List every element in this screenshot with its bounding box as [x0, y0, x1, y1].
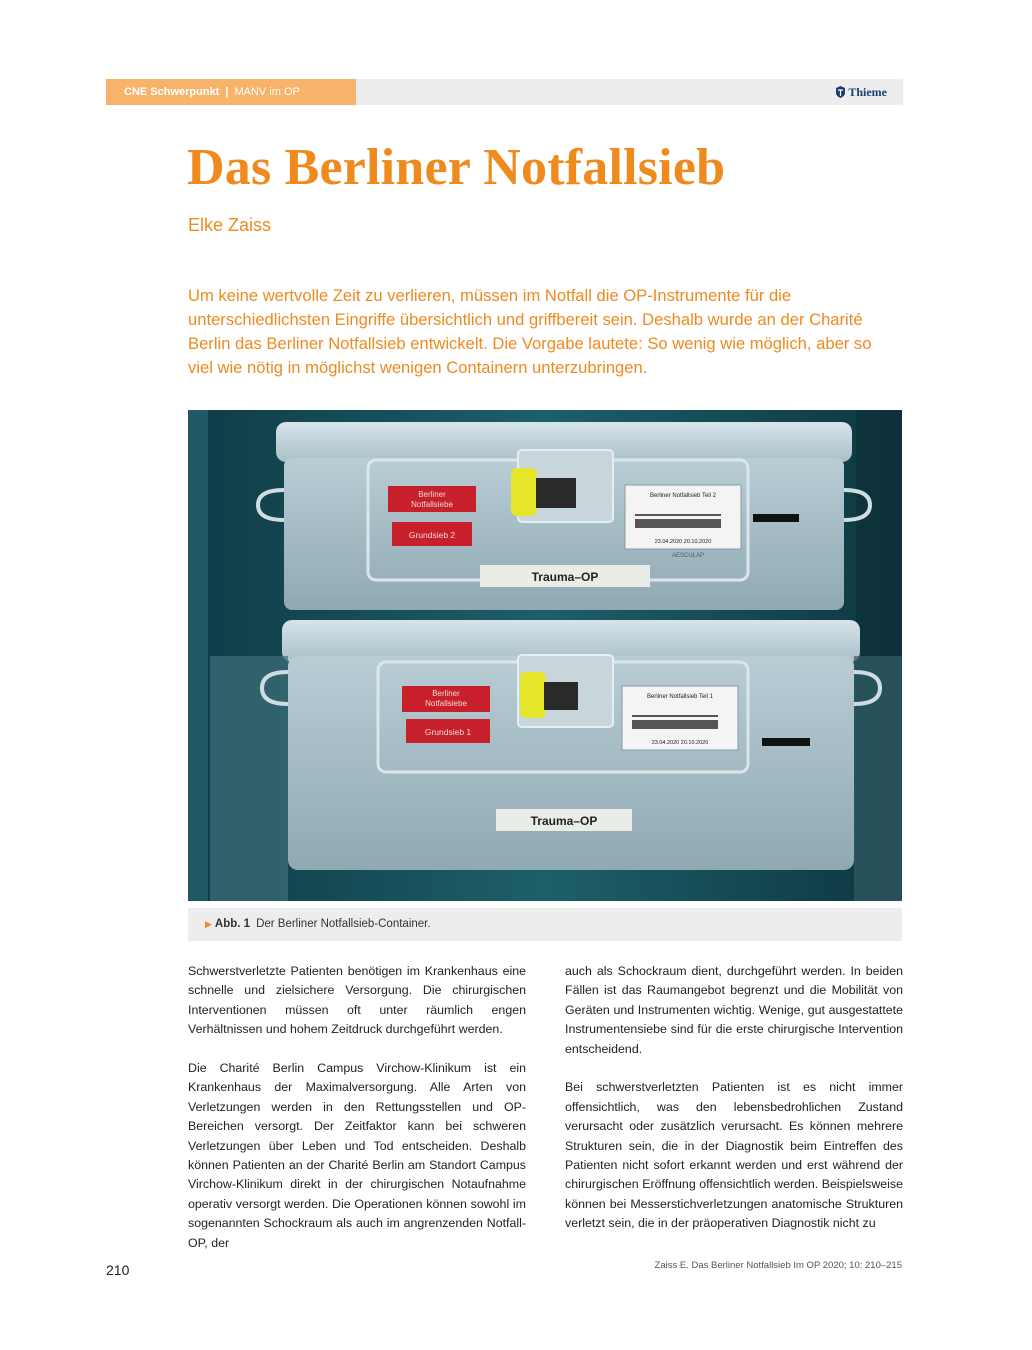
- body-paragraph: Die Charité Berlin Campus Virchow-Klinikum ist ein Krankenhaus der Maximalversorgung. Alle Arten von Verletzungen werden in den Rettungsstellen und OP-Bereichen versorgt. Der Zeitfaktor kann bei schweren Verletzungen über Leben und Tod entscheiden. Deshalb können Patienten an der Charité Berlin am Standort Campus Virchow-Klinikum direkt in der chirurgischen Notaufnahme operativ versorgt werden. Die Operationen können sowohl im sogenannten Schockraum als auch im angrenzenden Notfall-OP, der: [188, 1061, 526, 1250]
- caption-number: Abb. 1: [214, 918, 251, 930]
- section-topic: MANV im OP: [234, 86, 300, 98]
- brand-top: AESCULAP: [671, 553, 705, 559]
- label-top-line2: Notfallsiebe: [411, 500, 453, 509]
- figure-caption: [188, 908, 902, 941]
- body-column-right: [565, 962, 903, 1253]
- page-number: 210: [106, 1262, 130, 1278]
- body-paragraph: Schwerstverletzte Patienten benötigen im Krankenhaus eine schnelle und zielsichere Versorgung. Die chirurgischen Interventionen müssen oft unter räumlich engen Verhältnissen und hohem Zeitdruck durchgeführt werden.: [188, 964, 526, 1037]
- sieb-top-label: Grundsieb 2: [408, 530, 456, 540]
- section-separator: |: [225, 86, 229, 98]
- section-name: CNE Schwerpunkt: [124, 86, 220, 98]
- body-column-left: [188, 962, 526, 1272]
- lower-container: [210, 620, 902, 901]
- sieb-bottom-label: Grundsieb 1: [424, 727, 472, 737]
- tag-bottom: Trauma–OP: [530, 814, 598, 828]
- article-lead: Um keine wertvolle Zeit zu verlieren, müssen im Notfall die OP-Instrumente für die unterschiedlichsten Eingriffe übersichtlich und griffbereit sein. Deshalb wurde an der Charité Berlin das Berliner Notfallsieb entwickelt. Die Vorgabe lautete: So wenig wie möglich, aber so viel wie nötig in möglichst wenigen Containern unterzubringen.: [188, 286, 872, 377]
- section-tag: [106, 79, 356, 105]
- caption-text: Der Berliner Notfallsieb-Container.: [256, 918, 431, 930]
- body-paragraph: auch als Schockraum dient, durchgeführt werden. In beiden Fällen ist das Raumangebot begrenzt und die Mobilität von Geräten und Instrumenten wichtig. Wenige, gut ausgestattete Instrumentensiebe sind für die erste chirurgische Intervention entscheidend.: [565, 964, 903, 1056]
- caption-arrow-icon: ▶: [205, 919, 212, 929]
- tag-top: Trauma–OP: [531, 570, 599, 584]
- publisher-logo: [836, 79, 887, 105]
- citation-line: Zaiss E. Das Berliner Notfallsieb Im OP 2020; 10: 210–215: [654, 1260, 902, 1271]
- figure-container-photo: [188, 410, 902, 901]
- article-author: Elke Zaiss: [188, 215, 272, 235]
- upper-container: [258, 422, 870, 610]
- label-top-line1: Berliner: [418, 490, 446, 499]
- ticket-top-title: Berliner Notfallsieb Teil 2: [650, 493, 716, 499]
- ticket-bottom-title: Berliner Notfallsieb Teil 1: [647, 694, 713, 700]
- ticket-top-dates: 23.04.2020 20.10.2020: [654, 539, 712, 545]
- article-title: Das Berliner Notfallsieb: [187, 139, 726, 196]
- publisher-name: Thieme: [848, 85, 887, 99]
- ticket-bottom-dates: 23.04.2020 20.10.2020: [651, 740, 709, 746]
- container-illustration: [188, 410, 902, 901]
- body-paragraph: Bei schwerstverletzten Patienten ist es nicht immer offensichtlich, was den lebensbedrohlichen Zustand verursacht oder zusätzlich verursacht. Es können mehrere Strukturen sein, die in der Diagnostik beim Eintreffen des Patienten nicht sofort erkannt werden und erst während der chirurgischen Eröffnung offensichtlich werden. Beispielsweise können bei Messerstichverletzungen anatomische Strukturen verletzt sein, die in der präoperativen Diagnostik nicht zu: [565, 1080, 903, 1231]
- running-header: [106, 79, 903, 105]
- thieme-logo-icon: [836, 86, 845, 98]
- label-bottom-line2: Notfallsiebe: [425, 699, 467, 708]
- label-bottom-line1: Berliner: [432, 689, 460, 698]
